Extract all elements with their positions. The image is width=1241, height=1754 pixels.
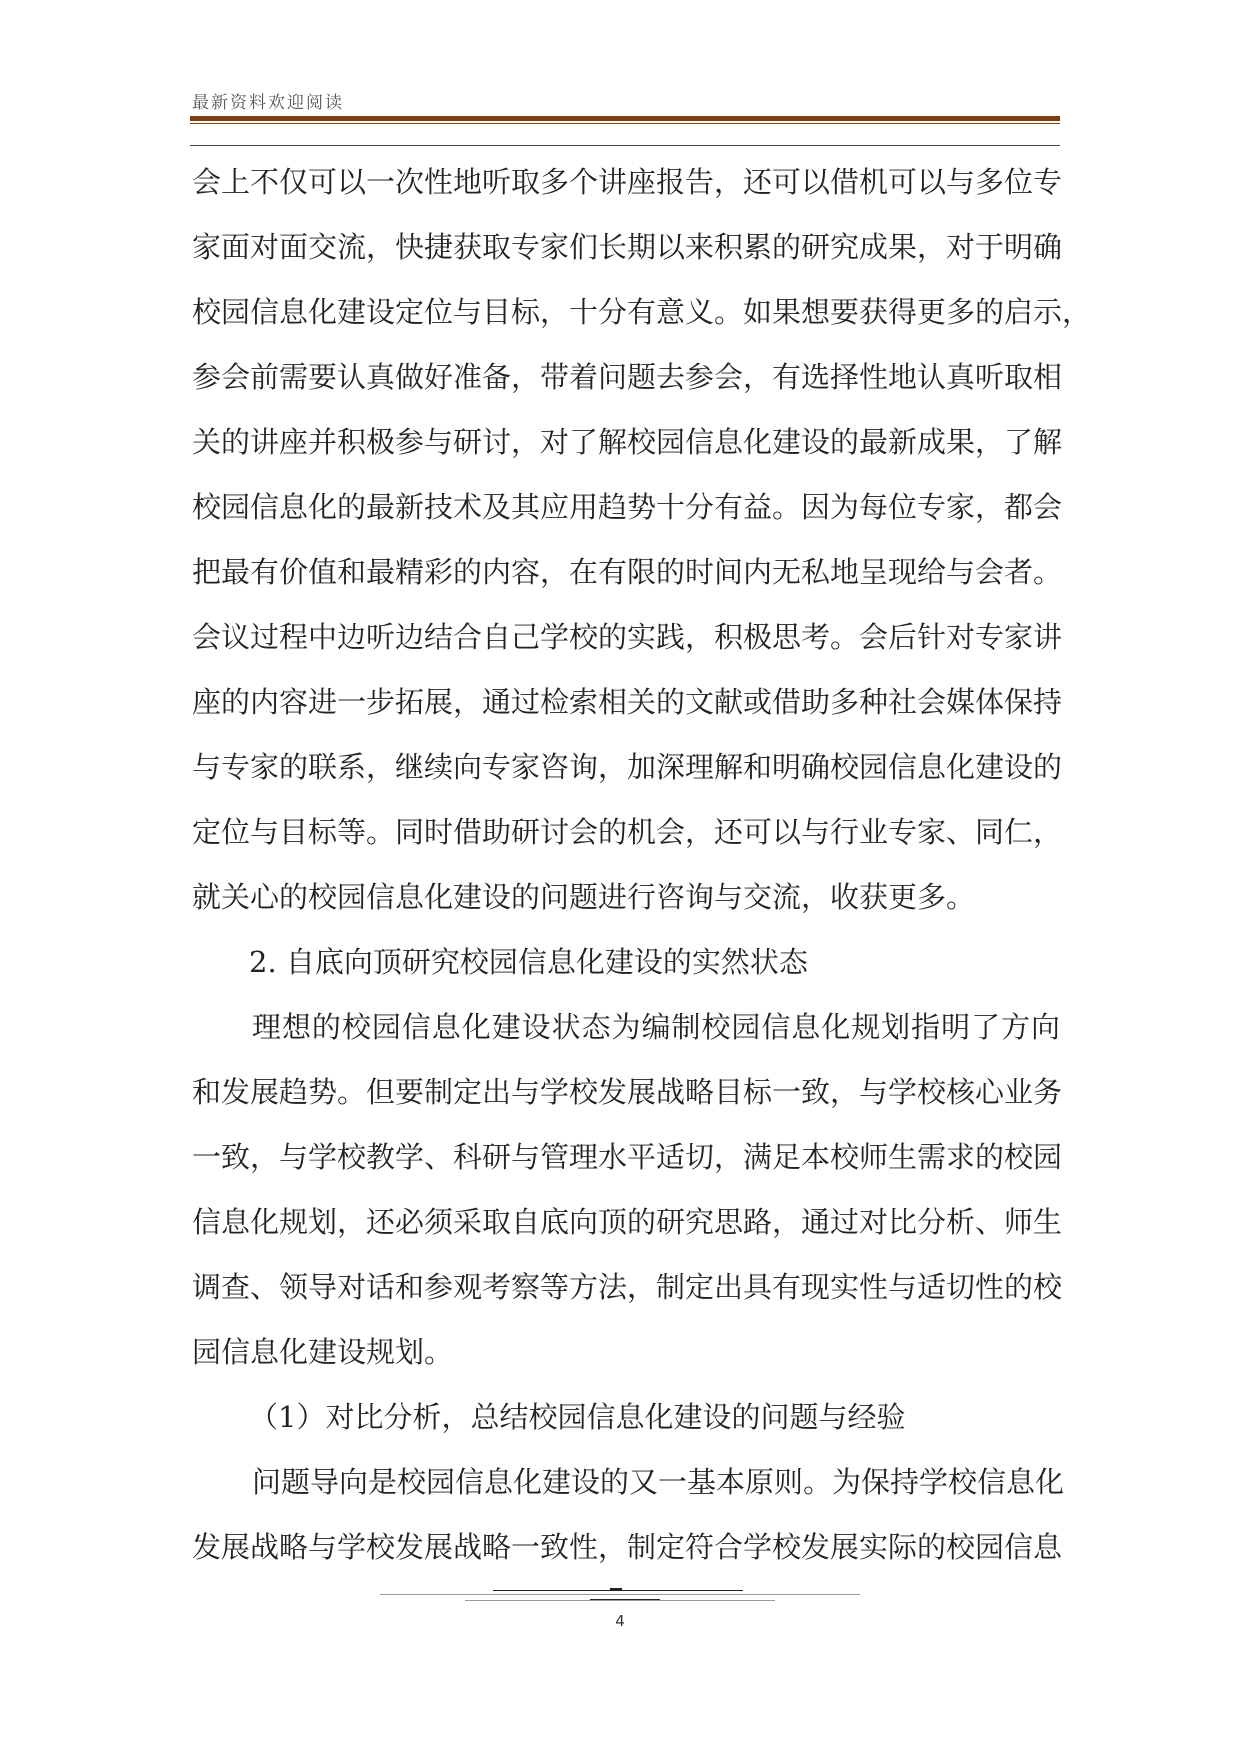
page-header-title: 最新资料欢迎阅读 bbox=[192, 93, 344, 113]
page-number: 4 bbox=[615, 1612, 625, 1630]
text-line: 会上不仅可以一次性地听取多个讲座报告，还可以借机可以与多位专 bbox=[192, 165, 1063, 199]
text-line: 家面对面交流，快捷获取专家们长期以来积累的研究成果，对于明确 bbox=[192, 230, 1063, 264]
footer-rule-mark bbox=[610, 1588, 622, 1590]
text-line: 座的内容进一步拓展，通过检索相关的文献或借助多种社会媒体保持 bbox=[192, 685, 1063, 719]
text-line: 与专家的联系，继续向专家咨询，加深理解和明确校园信息化建设的 bbox=[192, 750, 1063, 784]
header-rule bbox=[190, 116, 1060, 121]
text-line: 定位与目标等。同时借助研讨会的机会，还可以与行业专家、同仁， bbox=[192, 815, 1063, 849]
text-line: 会议过程中边听边结合自己学校的实践，积极思考。会后针对专家讲 bbox=[192, 620, 1063, 654]
text-line: 园信息化建设规划。 bbox=[192, 1335, 454, 1369]
text-line: 把最有价值和最精彩的内容，在有限的时间内无私地呈现给与会者。 bbox=[192, 555, 1063, 589]
text-line: 校园信息化建设定位与目标，十分有意义。如果想要获得更多的启示， bbox=[192, 295, 1092, 329]
text-line: 问题导向是校园信息化建设的又一基本原则。为保持学校信息化 bbox=[252, 1465, 1065, 1499]
section-heading: 2. 自底向顶研究校园信息化建设的实然状态 bbox=[249, 945, 808, 979]
footer-rule bbox=[493, 1590, 743, 1591]
text-line: 校园信息化的最新技术及其应用趋势十分有益。因为每位专家，都会 bbox=[192, 490, 1063, 524]
text-line: 调查、领导对话和参观考察等方法，制定出具有现实性与适切性的校 bbox=[192, 1270, 1063, 1304]
text-line: 信息化规划，还必须采取自底向顶的研究思路，通过对比分析、师生 bbox=[192, 1205, 1063, 1239]
header-rule-bottom bbox=[190, 145, 1060, 146]
text-line: 就关心的校园信息化建设的问题进行咨询与交流，收获更多。 bbox=[192, 880, 976, 914]
text-line: 发展战略与学校发展战略一致性，制定符合学校发展实际的校园信息 bbox=[192, 1530, 1063, 1564]
text-line: 和发展趋势。但要制定出与学校发展战略目标一致，与学校核心业务 bbox=[192, 1075, 1063, 1109]
footer-rule-long bbox=[380, 1594, 860, 1595]
document-body bbox=[192, 150, 1092, 1580]
footer-rule-mid bbox=[465, 1600, 775, 1601]
text-line: 关的讲座并积极参与研讨，对了解校园信息化建设的最新成果，了解 bbox=[192, 425, 1063, 459]
text-line: 理想的校园信息化建设状态为编制校园信息化规划指明了方向 bbox=[252, 1010, 1060, 1044]
header-rule-thin bbox=[190, 123, 1060, 124]
text-line: 一致，与学校教学、科研与管理水平适切，满足本校师生需求的校园 bbox=[192, 1140, 1063, 1174]
text-line: 参会前需要认真做好准备，带着问题去参会，有选择性地认真听取相 bbox=[192, 360, 1063, 394]
subsection-heading: （1）对比分析，总结校园信息化建设的问题与经验 bbox=[249, 1400, 906, 1434]
